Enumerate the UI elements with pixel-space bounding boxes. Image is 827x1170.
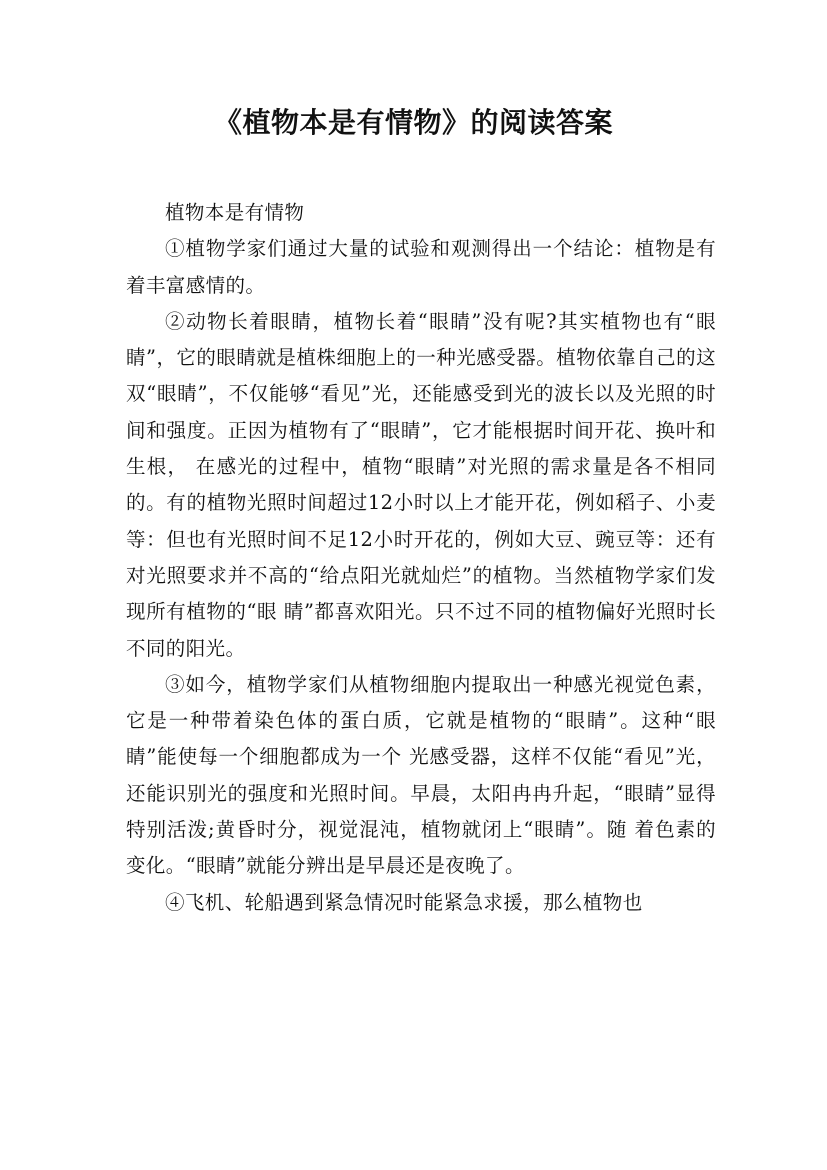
paragraph-4: ④飞机、轮船遇到紧急情况时能紧急求援，那么植物也 xyxy=(165,890,643,914)
paragraph-1: ①植物学家们通过大量的试验和观测得出一个结论：植物是有着丰富感情的。 xyxy=(126,237,716,297)
paragraph-3: ③如今，植物学家们从植物细胞内提取出一种感光视觉色素，它是一种带着染色体的蛋白质，它就是植物的“眼睛”。这种“眼睛”能使每一个细胞都成为一个 光感受器，这样不仅能“看见”光，还能识别光的强度和光照时间。早晨，太阳冉冉升起，“眼睛”显得特别活泼;黄昏时分，视觉混沌，植物就闭上“眼睛”。随 着色素的变化。“眼睛”就能分辨出是早晨还是夜晚了。 xyxy=(126,672,716,878)
article-title: 植物本是有情物 xyxy=(165,201,305,224)
article-body xyxy=(126,195,716,921)
document-title: 《植物本是有情物》的阅读答案 xyxy=(213,106,613,139)
paragraph-2: ②动物长着眼睛，植物长着“眼睛”没有呢?其实植物也有“眼睛”，它的眼睛就是植株细胞上的一种光感受器。植物依靠自己的这双“眼睛”，不仅能够“看见”光，还能感受到光的波长以及光照的时间和强度。正因为植物有了“眼睛”，它才能根据时间开花、换叶和生根， 在感光的过程中，植物“眼睛”对光照的需求量是各不相同的。有的植物光照时间超过12小时以上才能开花，例如稻子、小麦等：但也有光照时间不足12小时开花的，例如大豆、豌豆等：还有对光照要求并不高的“给点阳光就灿烂”的植物。当然植物学家们发现所有植物的“眼 睛”都喜欢阳光。只不过不同的植物偏好光照时长不同的阳光。 xyxy=(126,309,716,660)
